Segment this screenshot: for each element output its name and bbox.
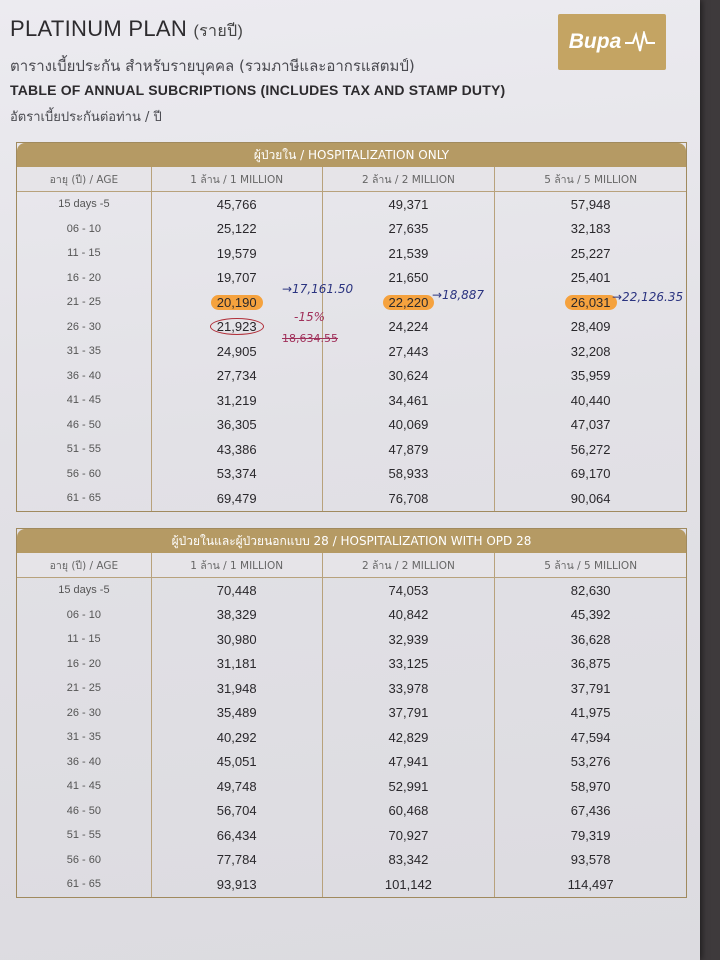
- cell-value: 11 - 15: [67, 247, 101, 260]
- cell-value: 26 - 30: [66, 320, 102, 333]
- premium-cell: [495, 872, 686, 897]
- table-row: [17, 872, 686, 897]
- table-hospitalization-only: [16, 142, 687, 512]
- age-cell: [17, 676, 152, 701]
- column-header: 2 ล้าน / 2 MILLION: [323, 167, 496, 191]
- cell-value: 31,181: [216, 656, 257, 672]
- age-cell: [17, 652, 152, 677]
- handwritten-note: →22,126.35: [612, 290, 684, 304]
- table-title: ผู้ป่วยใน / HOSPITALIZATION ONLY: [17, 143, 686, 167]
- premium-cell: [323, 725, 496, 750]
- table-title: ผู้ป่วยในและผู้ป่วยนอกแบบ 28 / HOSPITALIZATION WITH OPD 28: [17, 529, 686, 553]
- premium-cell: [323, 437, 496, 462]
- heartbeat-icon: [625, 31, 655, 53]
- age-cell: [17, 701, 152, 726]
- cell-value: 30,624: [388, 368, 429, 384]
- premium-cell: [323, 676, 496, 701]
- cell-value: 31,948: [216, 680, 257, 696]
- table-row: [17, 823, 686, 848]
- cell-value: 41 - 45: [66, 780, 102, 793]
- cell-value: 36 - 40: [66, 755, 102, 768]
- age-cell: [17, 462, 152, 487]
- premium-cell: [323, 486, 496, 511]
- column-header: 2 ล้าน / 2 MILLION: [323, 553, 496, 577]
- premium-cell: [323, 848, 496, 873]
- premium-cell: [152, 872, 323, 897]
- premium-cell: [495, 217, 686, 242]
- cell-value: 30,980: [216, 631, 257, 647]
- cell-value: 16 - 20: [66, 657, 102, 670]
- cell-value: 56,704: [216, 803, 257, 819]
- age-cell: [17, 486, 152, 511]
- table-row: [17, 578, 686, 603]
- cell-value: 40,069: [388, 417, 429, 433]
- premium-cell: [495, 192, 686, 217]
- table-row: [17, 413, 686, 438]
- table-row: [17, 725, 686, 750]
- table-row: [17, 486, 686, 511]
- premium-cell: [495, 676, 686, 701]
- age-cell: [17, 266, 152, 291]
- table-row: [17, 462, 686, 487]
- premium-cell: [495, 486, 686, 511]
- table-row: [17, 192, 686, 217]
- age-cell: [17, 578, 152, 603]
- cell-value: 21,923: [210, 318, 264, 335]
- premium-cell: [495, 339, 686, 364]
- premium-cell: [323, 413, 496, 438]
- column-header: 1 ล้าน / 1 MILLION: [152, 167, 323, 191]
- premium-cell: [152, 799, 323, 824]
- cell-value: 79,319: [570, 827, 611, 843]
- table-row: [17, 241, 686, 266]
- column-header: 1 ล้าน / 1 MILLION: [152, 553, 323, 577]
- table-row: [17, 217, 686, 242]
- premium-cell: [495, 823, 686, 848]
- premium-cell: [323, 364, 496, 389]
- column-headers: [17, 553, 686, 578]
- cell-value: 83,342: [388, 852, 429, 868]
- plan-title: PLATINUM PLAN: [10, 16, 188, 41]
- cell-value: 47,594: [570, 729, 611, 745]
- age-cell: [17, 339, 152, 364]
- cell-value: 69,170: [570, 466, 611, 482]
- table-row: [17, 339, 686, 364]
- cell-value: 20,190: [211, 295, 263, 310]
- cell-value: 70,927: [388, 827, 429, 843]
- premium-cell: [323, 799, 496, 824]
- premium-cell: [495, 603, 686, 628]
- table-row: [17, 701, 686, 726]
- premium-cell: [495, 725, 686, 750]
- cell-value: 45,392: [570, 607, 611, 623]
- premium-cell: [495, 388, 686, 413]
- premium-cell: [495, 266, 686, 291]
- cell-value: 33,978: [388, 680, 429, 696]
- cell-value: 61 - 65: [66, 878, 102, 891]
- table-row: [17, 676, 686, 701]
- cell-value: 22,220: [383, 295, 435, 310]
- cell-value: 21,650: [388, 270, 429, 286]
- premium-cell: [495, 652, 686, 677]
- premium-cell: [152, 774, 323, 799]
- cell-value: 24,224: [388, 319, 429, 335]
- premium-cell: [323, 750, 496, 775]
- premium-cell: [495, 750, 686, 775]
- premium-cell: [495, 578, 686, 603]
- column-header: 5 ล้าน / 5 MILLION: [544, 559, 638, 572]
- cell-value: 42,829: [388, 729, 429, 745]
- cell-value: 36,875: [570, 656, 611, 672]
- premium-cell: [152, 462, 323, 487]
- cell-value: 45,766: [216, 196, 257, 212]
- cell-value: 101,142: [384, 876, 432, 892]
- cell-value: 76,708: [388, 490, 429, 506]
- cell-value: 31 - 35: [66, 731, 102, 744]
- table-row: [17, 848, 686, 873]
- struck-note: 18,634.55: [282, 332, 338, 345]
- premium-cell: [323, 774, 496, 799]
- premium-cell: [323, 603, 496, 628]
- logo-text: Bupa: [568, 30, 622, 53]
- cell-value: 26,031: [565, 295, 617, 310]
- premium-cell: [323, 192, 496, 217]
- cell-value: 47,879: [388, 441, 429, 457]
- subtitle-en: TABLE OF ANNUAL SUBCRIPTIONS (INCLUDES TAX AND STAMP DUTY): [10, 82, 506, 98]
- age-cell: [17, 290, 152, 315]
- premium-cell: [152, 192, 323, 217]
- cell-value: 37,791: [388, 705, 429, 721]
- cell-value: 61 - 65: [66, 492, 102, 505]
- premium-cell: [323, 823, 496, 848]
- premium-cell: [323, 627, 496, 652]
- cell-value: 58,933: [388, 466, 429, 482]
- premium-cell: [495, 413, 686, 438]
- cell-value: 35,959: [570, 368, 611, 384]
- cell-value: 34,461: [388, 392, 429, 408]
- cell-value: 27,635: [388, 221, 429, 237]
- age-cell: [17, 413, 152, 438]
- cell-value: 69,479: [216, 490, 257, 506]
- premium-cell: [323, 241, 496, 266]
- cell-value: 40,292: [216, 729, 257, 745]
- cell-value: 57,948: [570, 196, 611, 212]
- cell-value: 25,227: [570, 245, 611, 261]
- premium-cell: [152, 676, 323, 701]
- handwritten-note: →17,161.50: [282, 282, 354, 296]
- cell-value: 53,276: [570, 754, 611, 770]
- cell-value: 25,122: [216, 221, 257, 237]
- premium-cell: [323, 388, 496, 413]
- cell-value: 19,707: [216, 270, 257, 286]
- cell-value: 27,734: [216, 368, 257, 384]
- plan-title-thai: (รายปี): [193, 23, 244, 40]
- premium-cell: [152, 848, 323, 873]
- cell-value: 37,791: [570, 680, 611, 696]
- premium-cell: [152, 578, 323, 603]
- cell-value: 49,371: [388, 196, 429, 212]
- cell-value: 52,991: [388, 778, 429, 794]
- table-row: [17, 437, 686, 462]
- table-row: [17, 774, 686, 799]
- premium-cell: [495, 627, 686, 652]
- cell-value: 21 - 25: [66, 682, 102, 695]
- bupa-logo: [558, 14, 666, 70]
- cell-value: 93,578: [570, 852, 611, 868]
- cell-value: 21 - 25: [66, 296, 102, 309]
- table-row: [17, 315, 686, 340]
- cell-value: 36 - 40: [66, 369, 102, 382]
- premium-cell: [323, 578, 496, 603]
- cell-value: 49,748: [216, 778, 257, 794]
- age-cell: [17, 799, 152, 824]
- age-cell: [17, 603, 152, 628]
- cell-value: 16 - 20: [66, 271, 102, 284]
- premium-cell: [152, 823, 323, 848]
- premium-cell: [152, 725, 323, 750]
- table-row: [17, 652, 686, 677]
- age-cell: [17, 241, 152, 266]
- premium-cell: [152, 437, 323, 462]
- cell-value: 77,784: [216, 852, 257, 868]
- premium-cell: [152, 217, 323, 242]
- handwritten-note: →18,887: [432, 288, 485, 302]
- cell-value: 32,183: [570, 221, 611, 237]
- page-title: [10, 16, 243, 44]
- cell-value: 43,386: [216, 441, 257, 457]
- cell-value: 56 - 60: [66, 467, 102, 480]
- table-row: [17, 364, 686, 389]
- age-cell: [17, 872, 152, 897]
- premium-cell: [323, 339, 496, 364]
- cell-value: 56,272: [570, 441, 611, 457]
- cell-value: 90,064: [570, 490, 611, 506]
- column-header: อายุ (ปี) / AGE: [17, 167, 152, 191]
- cell-value: 67,436: [570, 803, 611, 819]
- cell-value: 53,374: [216, 466, 257, 482]
- table-row: [17, 627, 686, 652]
- premium-cell: [323, 652, 496, 677]
- cell-value: 45,051: [216, 754, 257, 770]
- premium-cell: [152, 413, 323, 438]
- age-cell: [17, 725, 152, 750]
- subtitle-thai: ตารางเบี้ยประกัน สำหรับรายบุคคล (รวมภาษีและอากรแสตมป์): [10, 57, 415, 75]
- premium-cell: [323, 701, 496, 726]
- cell-value: 40,842: [388, 607, 429, 623]
- cell-value: 74,053: [388, 582, 429, 598]
- premium-cell: [152, 388, 323, 413]
- premium-cell: [495, 799, 686, 824]
- age-cell: [17, 364, 152, 389]
- cell-value: 47,037: [570, 417, 611, 433]
- premium-cell: [495, 241, 686, 266]
- age-cell: [17, 437, 152, 462]
- cell-value: 32,939: [388, 631, 429, 647]
- premium-cell: [495, 315, 686, 340]
- age-cell: [17, 217, 152, 242]
- cell-value: 47,941: [388, 754, 429, 770]
- cell-value: 66,434: [216, 827, 257, 843]
- cell-value: 41,975: [570, 705, 611, 721]
- table-row: [17, 750, 686, 775]
- cell-value: 28,409: [570, 319, 611, 335]
- cell-value: 24,905: [216, 343, 257, 359]
- age-cell: [17, 627, 152, 652]
- premium-cell: [323, 315, 496, 340]
- premium-cell: [152, 486, 323, 511]
- cell-value: 70,448: [216, 582, 257, 598]
- premium-cell: [323, 217, 496, 242]
- cell-value: 15 days -5: [58, 584, 110, 597]
- age-cell: [17, 192, 152, 217]
- premium-cell: [152, 627, 323, 652]
- premium-cell: [495, 437, 686, 462]
- premium-cell: [152, 701, 323, 726]
- cell-value: 31,219: [216, 392, 257, 408]
- cell-value: 19,579: [216, 245, 257, 261]
- cell-value: 15 days -5: [58, 198, 110, 211]
- cell-value: 36,305: [216, 417, 257, 433]
- table-hospitalization-opd: [16, 528, 687, 898]
- cell-value: 11 - 15: [67, 633, 101, 646]
- age-cell: [17, 315, 152, 340]
- cell-value: 06 - 10: [66, 608, 102, 621]
- cell-value: 93,913: [216, 876, 257, 892]
- table-row: [17, 388, 686, 413]
- table-row: [17, 603, 686, 628]
- cell-value: 27,443: [388, 343, 429, 359]
- age-cell: [17, 848, 152, 873]
- table-row: [17, 799, 686, 824]
- column-header: อายุ (ปี) / AGE: [17, 553, 152, 577]
- cell-value: 38,329: [216, 607, 257, 623]
- premium-cell: [495, 701, 686, 726]
- cell-value: 82,630: [570, 582, 611, 598]
- age-cell: [17, 388, 152, 413]
- handwritten-note: -15%: [294, 310, 326, 324]
- cell-value: 46 - 50: [66, 418, 102, 431]
- cell-value: 56 - 60: [66, 853, 102, 866]
- cell-value: 40,440: [570, 392, 611, 408]
- premium-cell: [152, 364, 323, 389]
- cell-value: 114,497: [567, 876, 614, 892]
- cell-value: 33,125: [388, 656, 429, 672]
- column-headers: [17, 167, 686, 192]
- premium-cell: [152, 603, 323, 628]
- age-cell: [17, 774, 152, 799]
- premium-cell: [495, 774, 686, 799]
- premium-cell: [495, 848, 686, 873]
- cell-value: 36,628: [570, 631, 611, 647]
- age-cell: [17, 823, 152, 848]
- cell-value: 41 - 45: [66, 394, 102, 407]
- premium-cell: [495, 462, 686, 487]
- cell-value: 51 - 55: [66, 443, 102, 456]
- cell-value: 51 - 55: [66, 829, 102, 842]
- premium-cell: [323, 462, 496, 487]
- rate-label: อัตราเบี้ยประกันต่อท่าน / ปี: [10, 110, 162, 125]
- cell-value: 31 - 35: [66, 345, 102, 358]
- premium-cell: [152, 750, 323, 775]
- cell-value: 32,208: [570, 343, 611, 359]
- premium-cell: [323, 872, 496, 897]
- column-header: 5 ล้าน / 5 MILLION: [544, 173, 638, 186]
- cell-value: 21,539: [388, 245, 429, 261]
- cell-value: 35,489: [216, 705, 257, 721]
- premium-cell: [152, 652, 323, 677]
- cell-value: 60,468: [388, 803, 429, 819]
- age-cell: [17, 750, 152, 775]
- cell-value: 26 - 30: [66, 706, 102, 719]
- cell-value: 58,970: [570, 778, 611, 794]
- premium-cell: [152, 241, 323, 266]
- premium-cell: [495, 364, 686, 389]
- cell-value: 25,401: [570, 270, 611, 286]
- cell-value: 46 - 50: [66, 804, 102, 817]
- cell-value: 06 - 10: [66, 222, 102, 235]
